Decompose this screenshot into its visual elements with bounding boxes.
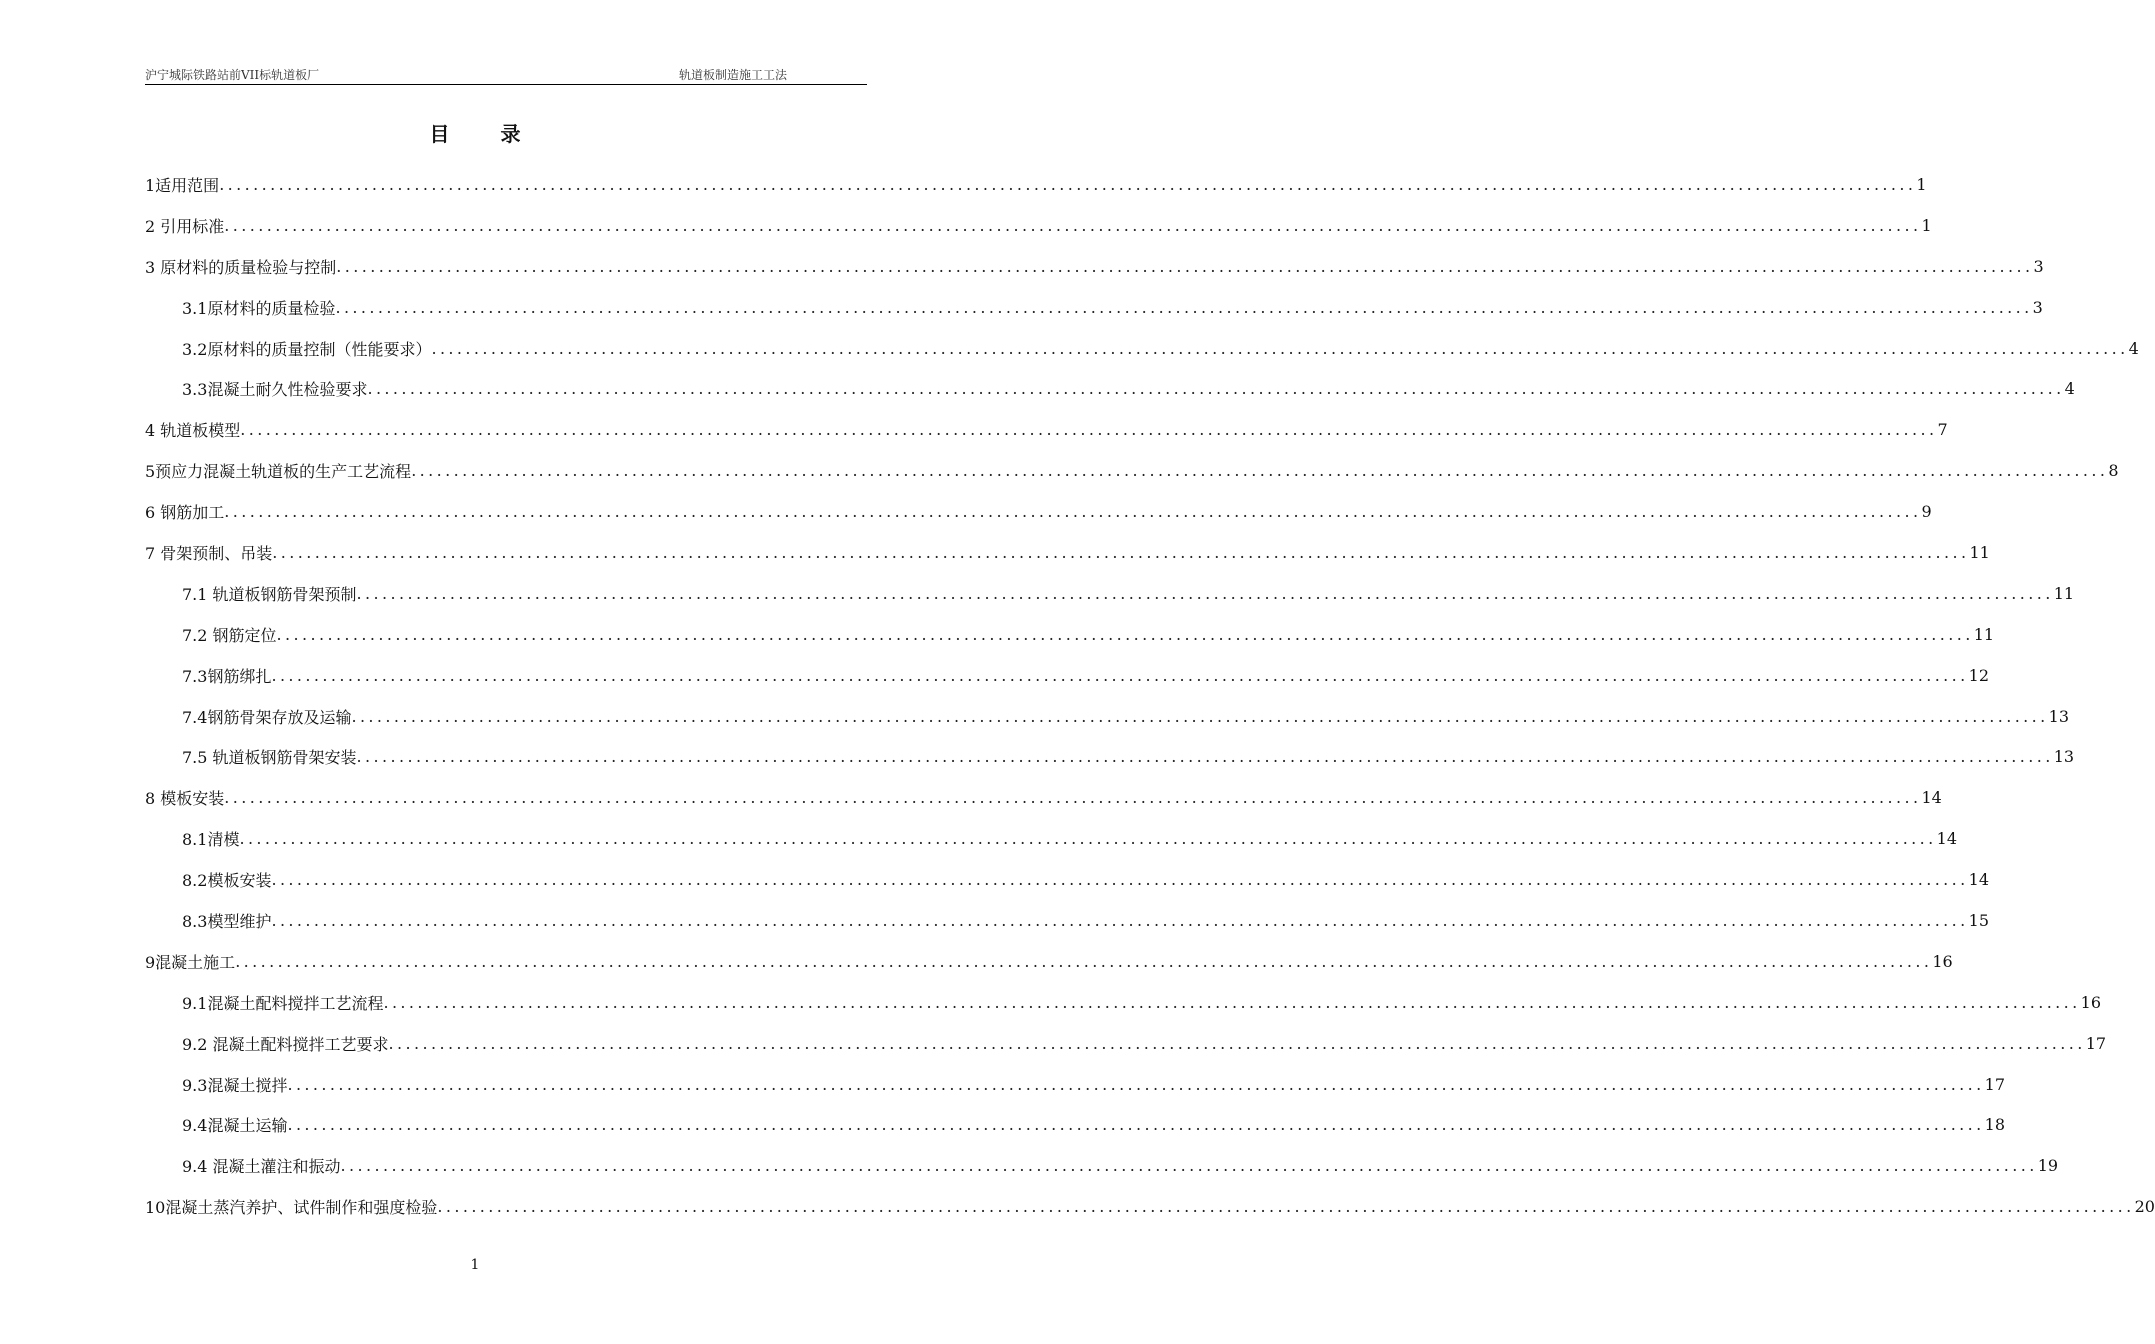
toc-leader-dots: ........................................................................................................................................................................................................	[340, 1156, 2038, 1176]
toc-entry-label: 8.3模型维护	[182, 911, 272, 931]
toc-entry-page: 11	[1973, 624, 1995, 644]
header-left-text: 沪宁城际铁路站前VII标轨道板厂	[145, 68, 320, 82]
toc-entry[interactable]	[145, 573, 2075, 614]
toc-entry-page: 16	[1932, 951, 1953, 971]
toc-entry-label: 3 原材料的质量检验与控制	[145, 257, 337, 277]
toc-entry[interactable]	[145, 532, 1990, 573]
toc-title: 目 录	[429, 122, 543, 146]
toc-entry-page: 18	[1984, 1115, 2005, 1135]
page-number: 1	[470, 1257, 480, 1273]
toc-entry[interactable]	[145, 736, 2075, 777]
toc-entry[interactable]	[145, 409, 1948, 450]
toc-entry[interactable]	[145, 1104, 2005, 1145]
toc-entry-page: 17	[1984, 1074, 2005, 1094]
table-of-contents	[145, 164, 2155, 1227]
toc-entry[interactable]	[145, 941, 1953, 982]
toc-entry-label: 6 钢筋加工	[145, 503, 225, 523]
toc-entry[interactable]	[145, 982, 2101, 1023]
toc-entry[interactable]	[145, 368, 2075, 409]
toc-entry-page: 3	[2032, 297, 2043, 317]
toc-entry[interactable]	[145, 491, 1932, 532]
toc-entry[interactable]	[145, 246, 2044, 287]
toc-leader-dots: ........................................................................................................................................................................................................	[271, 665, 1969, 685]
toc-leader-dots: ........................................................................................................................................................................................................	[431, 338, 2129, 358]
toc-leader-dots: ........................................................................................................................................................................................................	[356, 583, 2054, 603]
toc-entry[interactable]	[145, 1023, 2107, 1064]
toc-entry-label: 5预应力混凝土轨道板的生产工艺流程	[145, 462, 412, 482]
toc-entry-page: 12	[1968, 665, 1989, 685]
toc-leader-dots: ........................................................................................................................................................................................................	[239, 829, 1937, 849]
toc-leader-dots: ........................................................................................................................................................................................................	[411, 461, 2109, 481]
toc-entry-label: 9.2 混凝土配料搅拌工艺要求	[182, 1034, 389, 1054]
toc-entry[interactable]	[145, 205, 1932, 246]
toc-entry-page: 1	[1916, 174, 1927, 194]
toc-entry-label: 9.4 混凝土灌注和振动	[182, 1157, 341, 1177]
toc-leader-dots: ........................................................................................................................................................................................................	[271, 870, 1969, 890]
toc-entry-label: 3.1原材料的质量检验	[182, 298, 336, 318]
toc-entry-page: 16	[2080, 992, 2101, 1012]
toc-entry[interactable]	[145, 328, 2139, 369]
toc-entry[interactable]	[145, 900, 1989, 941]
toc-leader-dots: ........................................................................................................................................................................................................	[219, 174, 1917, 194]
toc-entry[interactable]	[145, 164, 1927, 205]
toc-entry-label: 7.3钢筋绑扎	[182, 666, 272, 686]
toc-entry-page: 14	[1936, 829, 1957, 849]
toc-entry-label: 3.3混凝土耐久性检验要求	[182, 380, 368, 400]
toc-entry-label: 9.1混凝土配料搅拌工艺流程	[182, 993, 384, 1013]
toc-entry-label: 8.1清模	[182, 830, 240, 850]
toc-entry-page: 20	[2134, 1197, 2155, 1217]
toc-entry[interactable]	[145, 1064, 2005, 1105]
toc-entry-label: 9.4混凝土运输	[182, 1116, 288, 1136]
toc-leader-dots: ........................................................................................................................................................................................................	[271, 910, 1969, 930]
toc-entry-label: 7.4钢筋骨架存放及运输	[182, 707, 352, 727]
toc-entry-page: 15	[1968, 910, 1989, 930]
toc-entry[interactable]	[145, 614, 1995, 655]
toc-entry-label: 9.3混凝土搅拌	[182, 1075, 288, 1095]
toc-entry-page: 7	[1937, 420, 1948, 440]
toc-entry[interactable]	[145, 655, 1989, 696]
toc-entry-label: 7.5 轨道板钢筋骨架安装	[182, 748, 357, 768]
header-right-text: 轨道板制造施工工法	[679, 68, 788, 82]
toc-entry-label: 7.2 钢筋定位	[182, 625, 277, 645]
toc-leader-dots: ........................................................................................................................................................................................................	[224, 788, 1922, 808]
toc-leader-dots: ........................................................................................................................................................................................................	[437, 1197, 2135, 1217]
toc-entry-label: 8.2模板安装	[182, 871, 272, 891]
toc-leader-dots: ........................................................................................................................................................................................................	[287, 1074, 1985, 1094]
toc-leader-dots: ........................................................................................................................................................................................................	[388, 1033, 2086, 1053]
toc-entry-label: 1适用范围	[145, 175, 220, 195]
toc-entry-label: 7.1 轨道板钢筋骨架预制	[182, 584, 357, 604]
toc-leader-dots: ........................................................................................................................................................................................................	[240, 420, 1938, 440]
toc-entry-label: 8 模板安装	[145, 789, 225, 809]
toc-entry-page: 11	[2053, 583, 2075, 603]
toc-entry[interactable]	[145, 1145, 2059, 1186]
toc-entry-label: 10混凝土蒸汽养护、试件制作和强度检验	[145, 1198, 438, 1218]
toc-entry[interactable]	[145, 287, 2043, 328]
toc-entry-page: 14	[1921, 788, 1942, 808]
toc-entry[interactable]	[145, 1186, 2155, 1227]
toc-entry-page: 13	[2048, 706, 2069, 726]
toc-entry[interactable]	[145, 818, 1957, 859]
toc-leader-dots: ........................................................................................................................................................................................................	[276, 624, 1974, 644]
toc-entry-page: 8	[2108, 461, 2119, 481]
toc-entry[interactable]	[145, 859, 1989, 900]
toc-entry-page: 13	[2053, 747, 2075, 767]
toc-leader-dots: ........................................................................................................................................................................................................	[224, 502, 1922, 522]
toc-entry-label: 7 骨架预制、吊装	[145, 543, 273, 563]
toc-entry-page: 1	[1921, 215, 1932, 235]
toc-leader-dots: ........................................................................................................................................................................................................	[367, 379, 2065, 399]
toc-entry-page: 3	[2033, 256, 2044, 276]
toc-leader-dots: ........................................................................................................................................................................................................	[287, 1115, 1985, 1135]
page-header	[145, 64, 867, 85]
toc-leader-dots: ........................................................................................................................................................................................................	[224, 215, 1922, 235]
toc-entry[interactable]	[145, 450, 2119, 491]
toc-leader-dots: ........................................................................................................................................................................................................	[336, 256, 2034, 276]
toc-leader-dots: ........................................................................................................................................................................................................	[351, 706, 2049, 726]
toc-entry-label: 2 引用标准	[145, 216, 225, 236]
toc-leader-dots: ........................................................................................................................................................................................................	[356, 747, 2054, 767]
toc-leader-dots: ........................................................................................................................................................................................................	[235, 951, 1933, 971]
toc-leader-dots: ........................................................................................................................................................................................................	[383, 992, 2081, 1012]
toc-entry-page: 9	[1921, 502, 1932, 522]
toc-entry[interactable]	[145, 777, 1942, 818]
toc-entry-page: 4	[2128, 338, 2139, 358]
toc-entry-page: 19	[2037, 1156, 2059, 1176]
toc-entry-page: 4	[2064, 379, 2075, 399]
toc-entry-page: 14	[1968, 870, 1989, 890]
toc-entry-label: 9混凝土施工	[145, 952, 236, 972]
toc-entry-page: 17	[2085, 1033, 2107, 1053]
toc-entry-label: 4 轨道板模型	[145, 421, 241, 441]
toc-leader-dots: ........................................................................................................................................................................................................	[272, 542, 1970, 562]
toc-leader-dots: ........................................................................................................................................................................................................	[335, 297, 2033, 317]
toc-entry-label: 3.2原材料的质量控制（性能要求）	[182, 339, 432, 359]
toc-entry[interactable]	[145, 696, 2069, 737]
toc-entry-page: 11	[1969, 542, 1990, 562]
